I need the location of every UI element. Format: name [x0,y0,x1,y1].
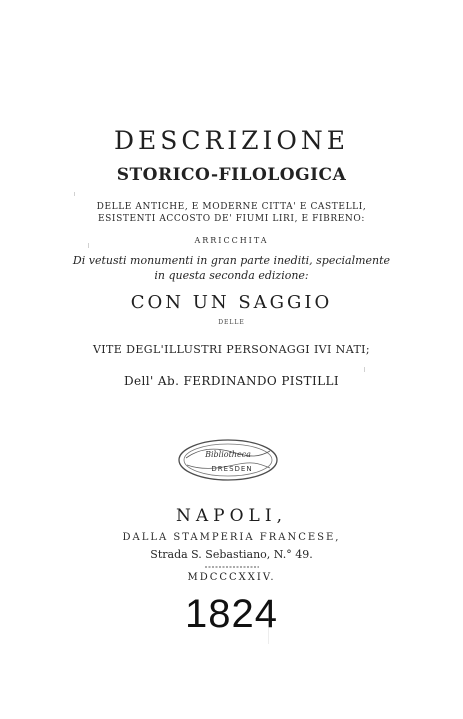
monuments-line: Di vetusti monumenti in gran parte inediti, specialmente [72,254,391,267]
paper-speck [268,606,269,644]
title-description-line-2: ESISTENTI ACCOSTO DE' FIUMI LIRI, E FIBRENO: [98,214,365,224]
decorative-ornament [204,564,260,570]
author-line: Dell' Ab. FERDINANDO PISTILLI [124,374,339,388]
year-annotation: 1824 [185,592,278,636]
imprint-city: NAPOLI, [176,506,287,526]
edition-line: in questa seconda edizione: [154,269,309,282]
imprint-date: MDCCCXXIV. [187,572,276,583]
paper-speck [364,367,365,372]
imprint-printer: DALLA STAMPERIA FRANCESE, [122,532,341,543]
paper-speck [88,243,89,248]
stamp-text-2: DRESDEN [211,465,253,473]
lives-line: VITE DEGL'ILLUSTRI PERSONAGGI IVI NATI; [92,343,371,356]
library-stamp [176,434,280,486]
paper-speck [74,192,75,196]
paper-speck [251,145,252,148]
stamp-text-1: Bibliotheca [205,450,251,459]
main-title: DESCRIZIONE [113,126,350,155]
saggio-heading: CON UN SAGGIO [130,292,333,313]
imprint-address: Strada S. Sebastiano, N.° 49. [150,548,313,561]
subtitle: STORICO-FILOLOGICA [116,165,347,185]
title-description-line-1: DELLE ANTICHE, E MODERNE CITTA' E CASTELLI, [96,202,367,212]
arricchita-label: ARRICCHITA [194,236,269,245]
delle-label: DELLE [218,319,245,326]
